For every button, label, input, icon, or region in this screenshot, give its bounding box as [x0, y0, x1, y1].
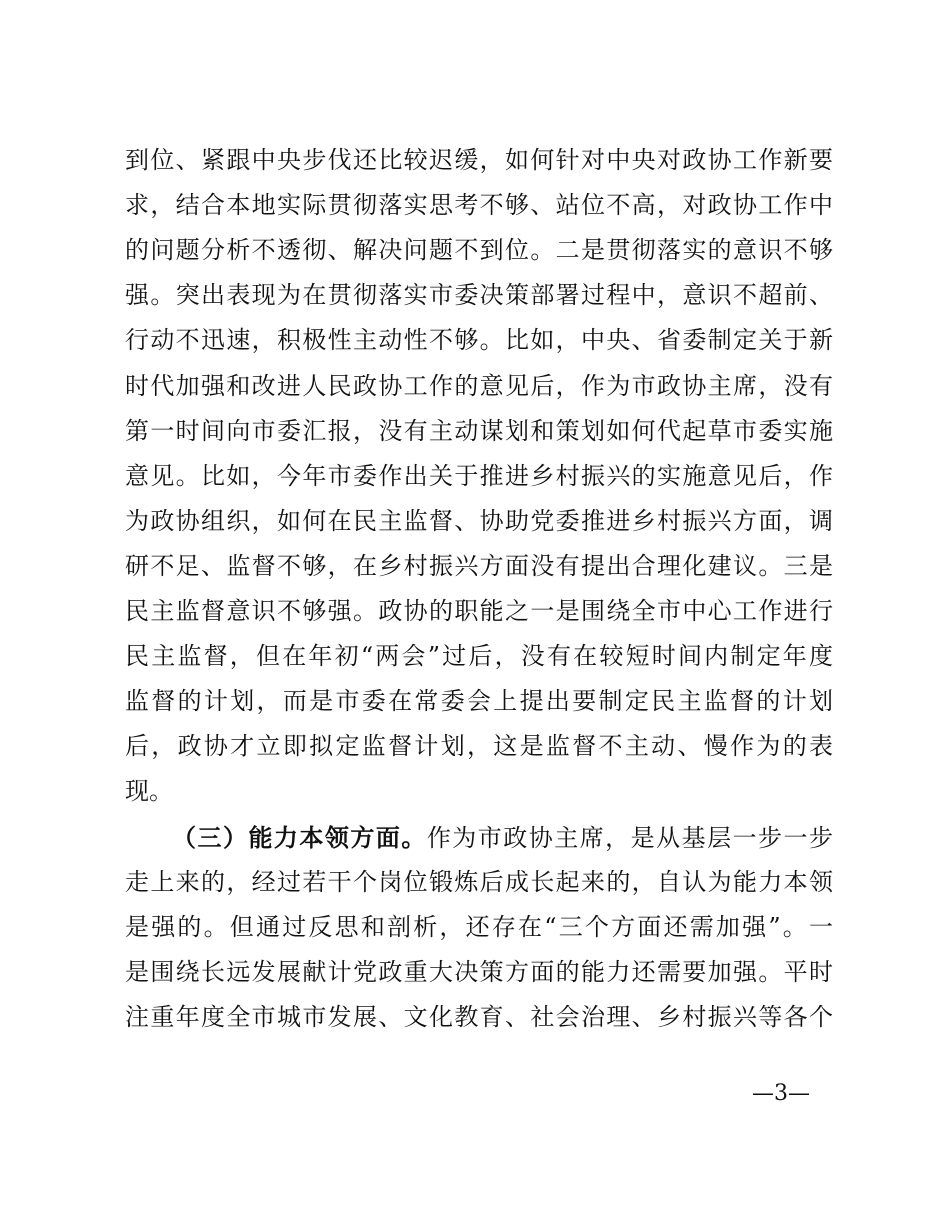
- text-line: 的问题分析不透彻、解决问题不到位。二是贯彻落实的意识不够: [125, 236, 833, 265]
- text-line: 为政协组织，如何在民主监督、协助党委推进乡村振兴方面，调: [125, 506, 833, 535]
- text-line: 后，政协才立即拟定监督计划，这是监督不主动、慢作为的表: [125, 732, 833, 761]
- text-line: 走上来的，经过若干个岗位锻炼后成长起来的，自认为能力本领: [125, 868, 833, 896]
- text-line: 意见。比如，今年市委作出关于推进乡村振兴的实施意见后，作: [125, 461, 833, 490]
- text-line: 强。突出表现为在贯彻落实市委决策部署过程中，意识不超前、: [125, 281, 833, 310]
- text-line: 研不足、监督不够，在乡村振兴方面没有提出合理化建议。三是: [125, 551, 833, 580]
- text-line: 民主监督，但在年初“两会”过后，没有在较短时间内制定年度: [125, 642, 833, 671]
- text-line: 求，结合本地实际贯彻落实思考不够、站位不高，对政协工作中: [125, 191, 833, 220]
- text-line: 时代加强和改进人民政协工作的意见后，作为市政协主席，没有: [125, 371, 833, 400]
- text-line: 现。: [125, 777, 173, 806]
- text-line: 是围绕长远发展献计党政重大决策方面的能力还需要加强。平时: [125, 958, 833, 987]
- page-number: —3—: [752, 1081, 810, 1106]
- text-line: 监督的计划，而是市委在常委会上提出要制定民主监督的计划: [125, 687, 833, 716]
- text-line: 行动不迅速，积极性主动性不够。比如，中央、省委制定关于新: [125, 326, 833, 355]
- text-line: 到位、紧跟中央步伐还比较迟缓，如何针对中央对政协工作新要: [125, 146, 833, 174]
- text-line: 民主监督意识不够强。政协的职能之一是围绕全市中心工作进行: [125, 597, 833, 625]
- text-line: 第一时间向市委汇报，没有主动谋划和策划如何代起草市委实施: [125, 416, 833, 445]
- section-heading: （三）能力本领方面。: [172, 823, 427, 852]
- text-line: 注重年度全市城市发展、文化教育、社会治理、乡村振兴等各个: [125, 1003, 833, 1032]
- paragraph-heading-line: [172, 815, 833, 860]
- text-line: 是强的。但通过反思和剖析，还存在“三个方面还需加强”。一: [125, 913, 833, 942]
- paragraph-text: 作为市政协主席，是从基层一步一步: [426, 824, 834, 852]
